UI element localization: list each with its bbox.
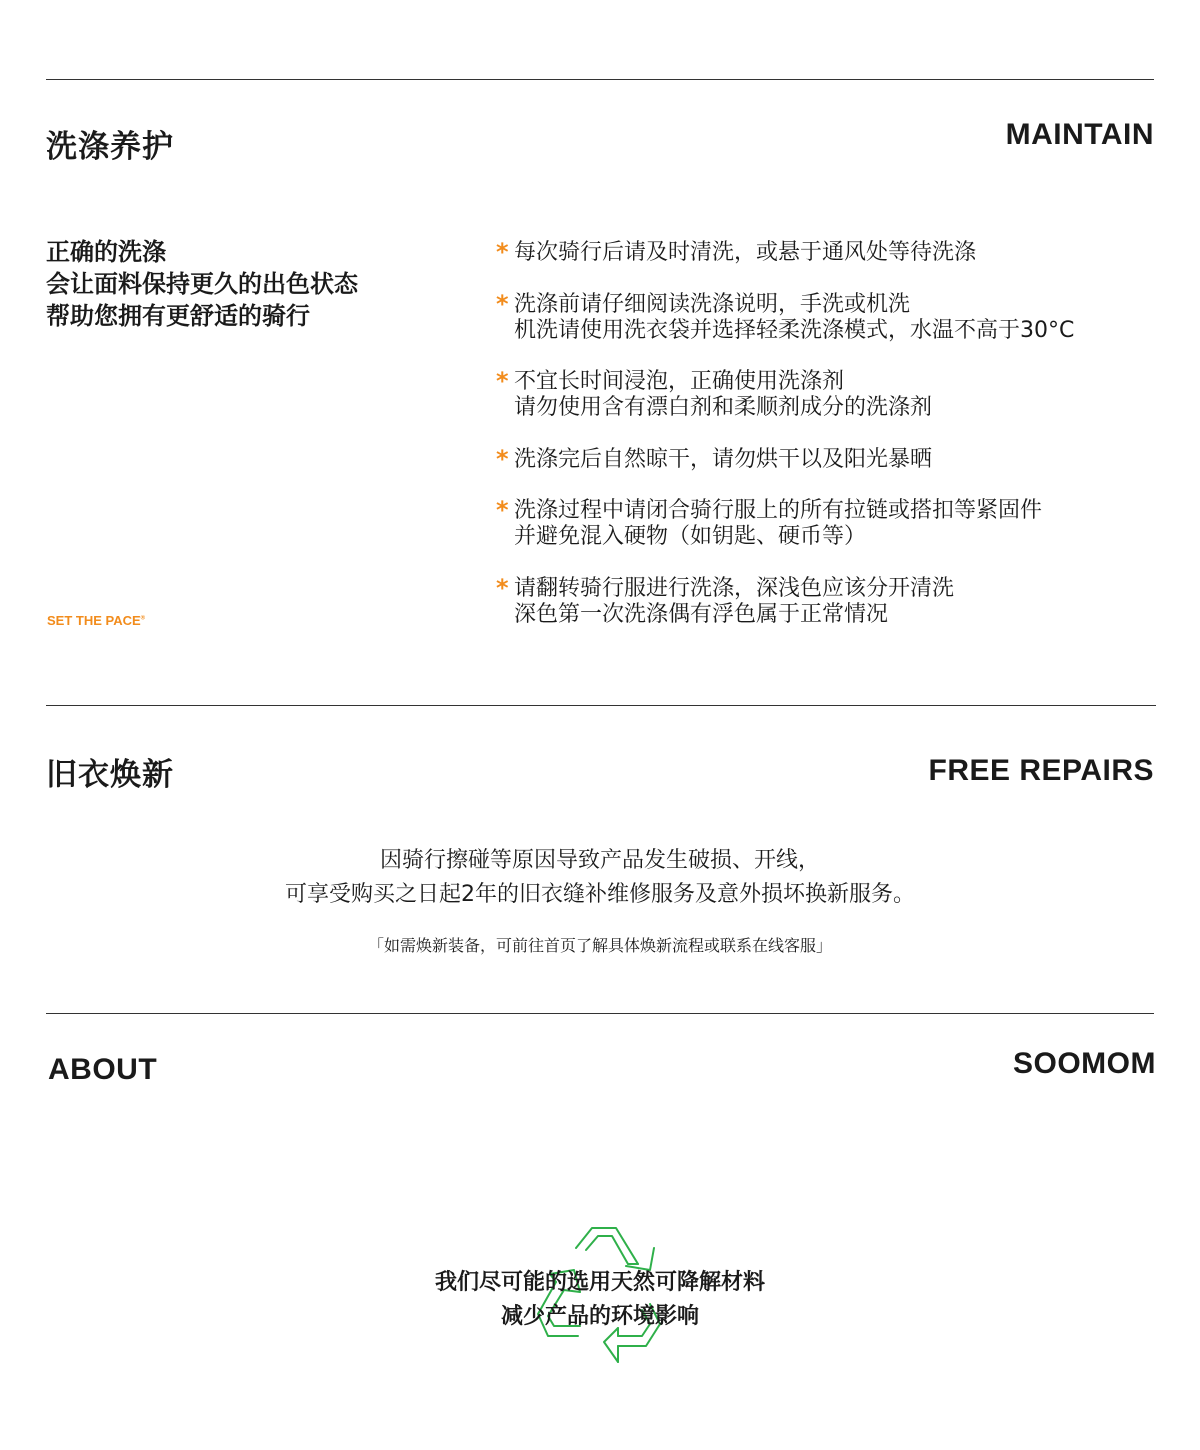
tip-line: 洗涤完后自然晾干，请勿烘干以及阳光暴晒 bbox=[514, 447, 933, 472]
intro-line: 帮助您拥有更舒适的骑行 bbox=[46, 302, 310, 330]
section-divider bbox=[46, 1013, 1154, 1014]
asterisk-icon: * bbox=[496, 445, 509, 473]
care-tip bbox=[496, 369, 1176, 421]
intro-line: 会让面料保持更久的出色状态 bbox=[46, 270, 358, 298]
tip-line: 深色第一次洗涤偶有浮色属于正常情况 bbox=[514, 602, 889, 627]
intro-line: 正确的洗涤 bbox=[46, 238, 166, 266]
about-title-left: ABOUT bbox=[48, 1053, 158, 1086]
maintain-title-en: MAINTAIN bbox=[1005, 118, 1154, 151]
section-divider bbox=[46, 79, 1154, 80]
about-line: 我们尽可能的选用天然可降解材料 bbox=[434, 1270, 765, 1295]
repairs-line: 因骑行擦碰等原因导致产品发生破损、开线， bbox=[379, 848, 820, 873]
care-tip bbox=[496, 240, 1176, 266]
section-divider bbox=[46, 705, 1156, 706]
repairs-note: 「如需焕新装备，可前往首页了解具体焕新流程或联系在线客服」 bbox=[367, 936, 832, 955]
about-title-right: SOOMOM bbox=[1013, 1047, 1156, 1080]
care-tip bbox=[496, 498, 1176, 550]
care-tip bbox=[496, 447, 1176, 473]
about-line: 减少产品的环境影响 bbox=[500, 1304, 699, 1329]
tip-line: 每次骑行后请及时清洗，或悬于通风处等待洗涤 bbox=[514, 240, 977, 265]
tip-line: 请翻转骑行服进行洗涤，深浅色应该分开清洗 bbox=[514, 576, 955, 601]
tip-line: 机洗请使用洗衣袋并选择轻柔洗涤模式，水温不高于30°C bbox=[514, 318, 1075, 343]
tip-line: 洗涤前请仔细阅读洗涤说明，手洗或机洗 bbox=[514, 292, 911, 317]
slogan-text: SET THE PACE bbox=[47, 613, 141, 628]
registered-mark: ® bbox=[140, 615, 146, 622]
tip-line: 请勿使用含有漂白剂和柔顺剂成分的洗涤剂 bbox=[514, 395, 933, 420]
asterisk-icon: * bbox=[496, 367, 509, 395]
maintain-title-cn: 洗涤养护 bbox=[46, 129, 174, 165]
repairs-title-cn: 旧衣焕新 bbox=[46, 757, 174, 793]
repairs-line: 可享受购买之日起2年的旧衣缝补维修服务及意外损坏换新服务。 bbox=[285, 882, 915, 907]
tip-line: 洗涤过程中请闭合骑行服上的所有拉链或搭扣等紧固件 bbox=[514, 498, 1043, 523]
maintain-intro bbox=[46, 236, 358, 332]
care-tip bbox=[496, 292, 1176, 344]
tip-line: 不宜长时间浸泡，正确使用洗涤剂 bbox=[514, 369, 845, 394]
asterisk-icon: * bbox=[496, 238, 509, 266]
asterisk-icon: * bbox=[496, 496, 509, 524]
care-tip bbox=[496, 576, 1176, 628]
asterisk-icon: * bbox=[496, 290, 509, 318]
slogan bbox=[47, 613, 145, 628]
repairs-title-en: FREE REPAIRS bbox=[928, 754, 1154, 787]
tip-line: 并避免混入硬物（如钥匙、硬币等） bbox=[514, 524, 867, 549]
asterisk-icon: * bbox=[496, 574, 509, 602]
